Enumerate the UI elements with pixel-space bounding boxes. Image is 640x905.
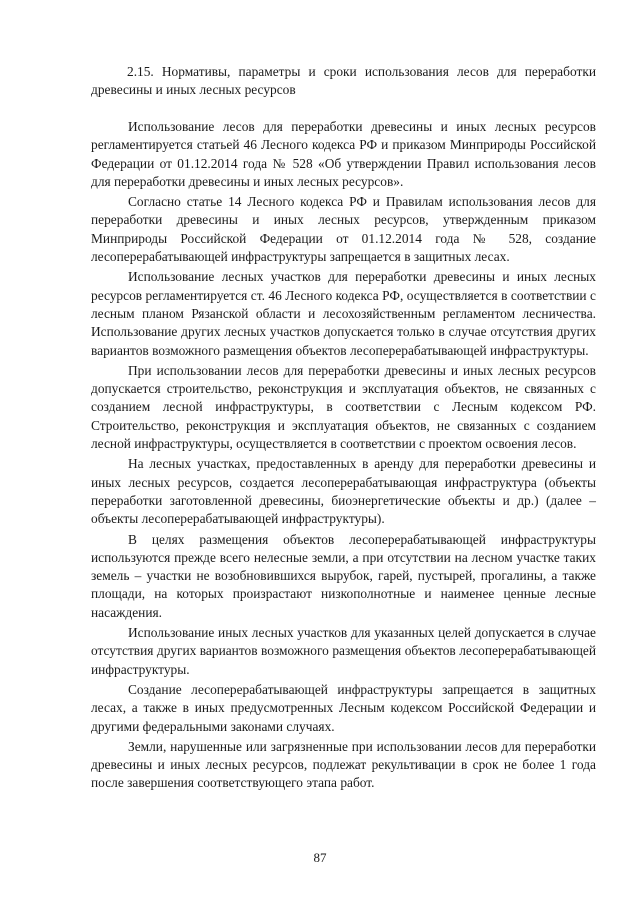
section-heading: 2.15. Нормативы, параметры и сроки использования лесов для переработки древесины и иных лесных ресурсов bbox=[91, 64, 596, 98]
page-number: 87 bbox=[313, 850, 327, 865]
paragraph-9: Земли, нарушенные или загрязненные при использовании лесов для переработки древесины и иных лесных ресурсов, подлежат рекультивации в срок не более 1 года после завершения соответствующего этапа работ. bbox=[91, 738, 596, 791]
document-body bbox=[91, 118, 596, 795]
paragraph-1: Использование лесов для переработки древесины и иных лесных ресурсов регламентируется статьей 46 Лесного кодекса РФ и приказом Минприроды Российской Федерации от 01.12.2014 года № 528 «Об утверждении Правил использования лесов для переработки древесины и иных лесных ресурсов». bbox=[91, 119, 596, 189]
paragraph-5: На лесных участках, предоставленных в аренду для переработки древесины и иных лесных ресурсов, создается лесоперерабатывающая инфраструктура (объекты переработки заготовленной древесины, биоэнергетические объекты и др.) (далее – объекты лесоперерабатывающей инфраструктуры). bbox=[91, 456, 596, 527]
paragraph-6: В целях размещения объектов лесоперерабатывающей инфраструктуры используются прежде всего нелесные земли, а при отсутствии на лесном участке таких земель – участки не возобновившихся вырубок, гарей, пустырей, прогалины, а также площади, на которых произрастают низкополнотные и наименее ценные лесные насаждения. bbox=[91, 531, 596, 620]
paragraph-4: При использовании лесов для переработки древесины и иных лесных ресурсов допускается строительство, реконструкция и эксплуатация объектов, не связанных с созданием лесной инфраструктуры, в соответствии с Лесным кодексом РФ. Строительство, реконструкция и эксплуатация объектов, не связанных с созданием лесной инфраструктуры, осуществляется в соответствии с проектом освоения лесов. bbox=[91, 362, 596, 452]
paragraph-8: Создание лесоперерабатывающей инфраструктуры запрещается в защитных лесах, а также в иных предусмотренных Лесным кодексом Российской Федерации и другими федеральными законами случаях. bbox=[91, 681, 596, 734]
paragraph-3: Использование лесных участков для переработки древесины и иных лесных ресурсов регламентируется ст. 46 Лесного кодекса РФ, осуществляется в соответствии с лесным планом Рязанской области и лесохозяйственным регламентом лесничества. Использование других лесных участков допускается только в случае отсутствия других вариантов возможного размещения объектов лесоперерабатывающей инфраструктуры. bbox=[91, 269, 596, 358]
paragraph-2: Согласно статье 14 Лесного кодекса РФ и Правилам использования лесов для переработки древесины и иных лесных ресурсов, утвержденным приказом Минприроды Российской Федерации от 01.12.2014 года № 528, создание лесоперерабатывающей инфраструктуры запрещается в защитных лесах. bbox=[91, 194, 596, 265]
paragraph-7: Использование иных лесных участков для указанных целей допускается в случае отсутствия других вариантов возможного размещения объектов лесоперерабатывающей инфраструктуры. bbox=[91, 625, 596, 677]
